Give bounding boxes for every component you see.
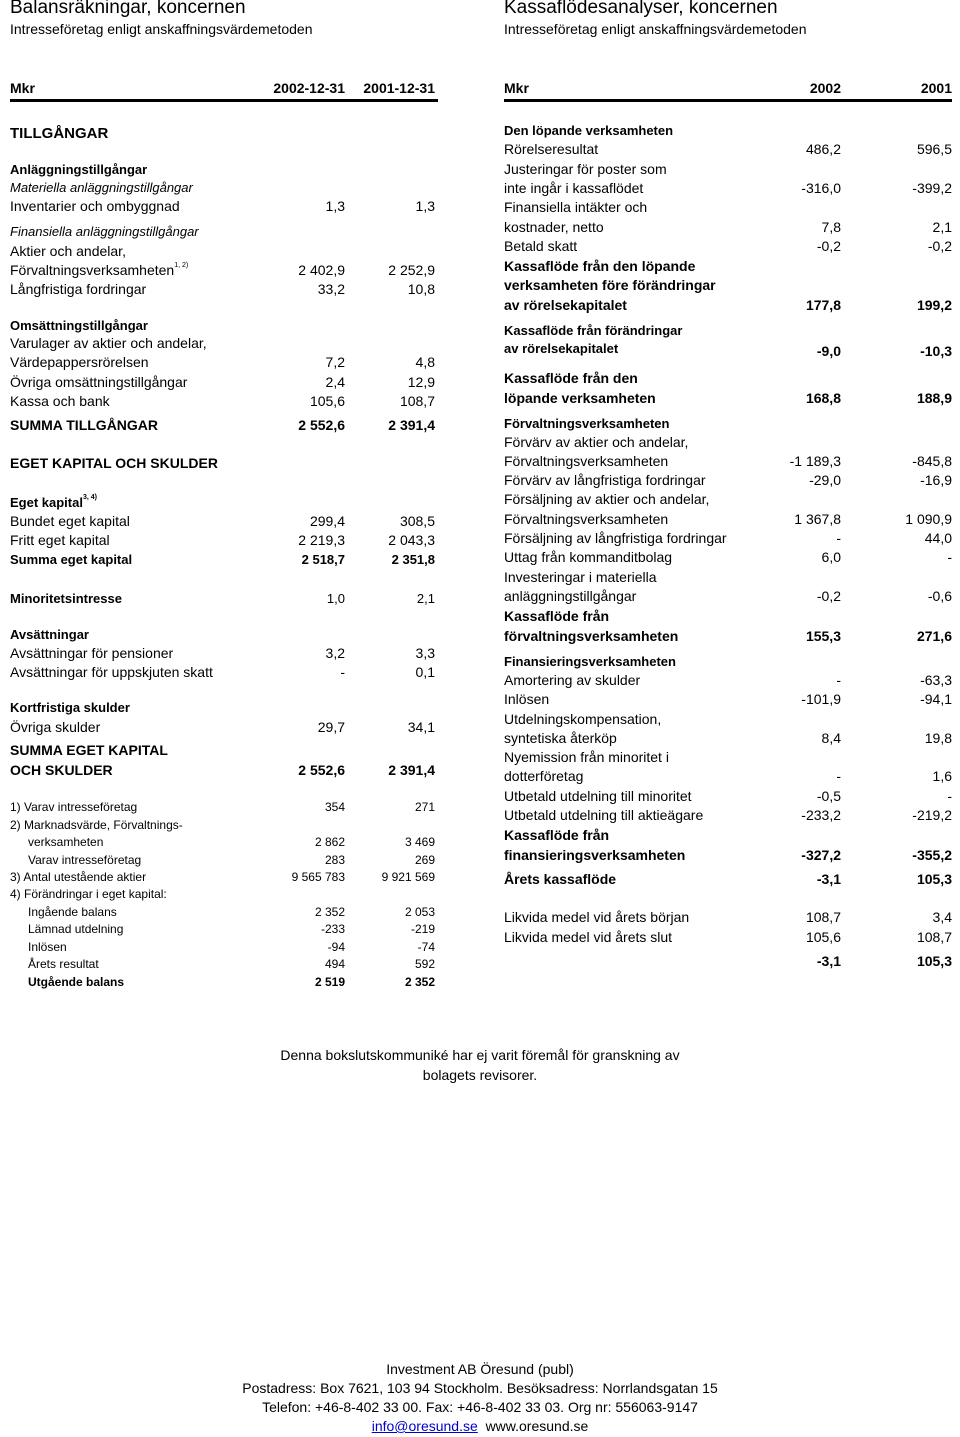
table-row: -3,1 105,3: [816, 953, 952, 969]
footnote-row: Varav intresseföretag 283 269: [28, 853, 435, 867]
table-row: Avsättningar: [10, 627, 89, 642]
cash-flow-title: Kassaflödesanalyser, koncernen: [504, 0, 778, 18]
footer-address: Postadress: Box 7621, 103 94 Stockholm. Besöksadress: Norrlandsgatan 15: [242, 1380, 718, 1396]
table-row: Försäljning av aktier och andelar,: [504, 491, 710, 507]
cash-flow-header-rule: [504, 99, 952, 102]
table-row: Minoritetsintresse 1,0 2,1: [10, 591, 435, 606]
table-row: Den löpande verksamheten: [504, 123, 674, 138]
table-row: av rörelsekapitalet 177,8 199,2: [504, 297, 952, 313]
table-row: Uttag från kommanditbolag 6,0 -: [504, 549, 952, 565]
table-row: Förvärv av långfristiga fordringar -29,0 -16,9: [504, 472, 952, 488]
table-row: anläggningstillgångar -0,2 -0,6: [504, 588, 952, 604]
footnote-row: Lämnad utdelning -233 -219: [28, 922, 435, 936]
cash-flow-header-label: Mkr: [504, 80, 529, 96]
table-row: Övriga skulder 29,7 34,1: [10, 719, 435, 735]
table-row: Kassaflöde från förändringar: [504, 323, 683, 338]
footnote-row: Årets resultat 494 592: [28, 957, 435, 971]
table-row: Aktier och andelar,: [10, 243, 126, 259]
table-row: TILLGÅNGAR: [10, 125, 109, 142]
table-row: kostnader, netto 7,8 2,1: [504, 219, 952, 235]
table-row: Summa eget kapital 2 518,7 2 351,8: [10, 552, 435, 567]
table-row: Amortering av skulder - -63,3: [504, 672, 952, 688]
table-row: Likvida medel vid årets början 108,7 3,4: [504, 909, 952, 925]
table-row: Inlösen -101,9 -94,1: [504, 691, 952, 707]
table-row: Finansieringsverksamheten: [504, 654, 676, 669]
website-link[interactable]: www.oresund.se: [485, 1418, 589, 1434]
table-row: Förvärv av aktier och andelar,: [504, 434, 689, 450]
footnote-row: Utgående balans 2 519 2 352: [28, 975, 435, 989]
table-row: Kortfristiga skulder: [10, 700, 130, 715]
footnote-row: 3) Antal utestående aktier 9 565 783 9 921 569: [10, 870, 435, 884]
table-row: finansieringsverksamheten -327,2 -355,2: [504, 847, 952, 863]
table-row: Nyemission från minoritet i: [504, 749, 669, 765]
balance-header-col1: 2002-12-31: [273, 80, 345, 96]
table-row: -9,0 -10,3: [816, 343, 952, 359]
cash-flow-header-col1: 2002: [809, 80, 841, 96]
cash-flow-header-col2: 2001: [920, 80, 952, 96]
table-row: Avsättningar för pensioner 3,2 3,3: [10, 645, 435, 661]
footer-company: Investment AB Öresund (publ): [386, 1361, 574, 1377]
table-row: Materiella anläggningstillgångar: [10, 180, 193, 195]
table-row: SUMMA TILLGÅNGAR 2 552,6 2 391,4: [10, 417, 435, 433]
email-link[interactable]: info@oresund.se: [371, 1418, 478, 1434]
footnote-row: 4) Förändringar i eget kapital:: [10, 887, 167, 901]
table-row: Betald skatt -0,2 -0,2: [504, 238, 952, 254]
table-row: Eget kapital$^{3, 4)}$: [10, 494, 97, 510]
table-row: EGET KAPITAL OCH SKULDER: [10, 455, 218, 471]
table-row: av rörelsekapitalet: [504, 341, 619, 356]
table-row: syntetiska återköp 8,4 19,8: [504, 730, 952, 746]
table-row: Fritt eget kapital 2 219,3 2 043,3: [10, 532, 435, 548]
footnote-row: Ingående balans 2 352 2 053: [28, 905, 435, 919]
balance-sheet-subtitle: Intresseföretag enligt anskaffningsvärdemetoden: [10, 21, 313, 37]
table-row: Avsättningar för uppskjuten skatt - 0,1: [10, 664, 435, 680]
table-row: Kassa och bank 105,6 108,7: [10, 393, 435, 409]
footer-links: [0, 1418, 960, 1434]
balance-header-label: Mkr: [10, 80, 35, 96]
table-row: Långfristiga fordringar 33,2 10,8: [10, 281, 435, 297]
table-row: Bundet eget kapital 299,4 308,5: [10, 513, 435, 529]
table-row: verksamheten före förändringar: [504, 277, 716, 293]
table-row: Justeringar för poster som: [504, 161, 667, 177]
table-row: Utdelningskompensation,: [504, 711, 662, 727]
table-row: Finansiella intäkter och: [504, 199, 648, 215]
table-row: Utbetald utdelning till aktieägare -233,2 -219,2: [504, 807, 952, 823]
table-row: Förvaltningsverksamheten 1 367,8 1 090,9: [504, 511, 952, 527]
table-row: Varulager av aktier och andelar,: [10, 335, 207, 351]
table-row: Omsättningstillgångar: [10, 318, 148, 333]
cash-flow-subtitle: Intresseföretag enligt anskaffningsvärdemetoden: [504, 21, 807, 37]
table-row: Förvaltningsverksamheten -1 189,3 -845,8: [504, 453, 952, 469]
table-row: Kassaflöde från: [504, 827, 610, 843]
footnote-row: Inlösen -94 -74: [28, 940, 435, 954]
table-row: Rörelseresultat 486,2 596,5: [504, 141, 952, 157]
table-row: OCH SKULDER 2 552,6 2 391,4: [10, 762, 435, 778]
footnote-row: 1) Varav intresseföretag 354 271: [10, 800, 435, 814]
table-row: Kassaflöde från den: [504, 370, 638, 386]
table-row: Utbetald utdelning till minoritet -0,5 -: [504, 788, 952, 804]
table-row: Värdepappersrörelsen 7,2 4,8: [10, 354, 435, 370]
table-row: Kassaflöde från den löpande: [504, 258, 696, 274]
table-row: Likvida medel vid årets slut 105,6 108,7: [504, 929, 952, 945]
table-row: inte ingår i kassaflödet -316,0 -399,2: [504, 180, 952, 196]
table-row: Övriga omsättningstillgångar 2,4 12,9: [10, 374, 435, 390]
table-row: Försäljning av långfristiga fordringar - 44,0: [504, 530, 952, 546]
review-note-line-1: Denna bokslutskommuniké har ej varit föremål för granskning av: [280, 1047, 680, 1063]
table-row: Finansiella anläggningstillgångar: [10, 224, 199, 239]
table-row: SUMMA EGET KAPITAL: [10, 742, 168, 758]
table-row: Förvaltningsverksamheten$^{1, 2)}$ 2 402,9 2 252,9: [10, 262, 435, 278]
balance-header-rule: [10, 99, 438, 102]
table-row: dotterföretag - 1,6: [504, 768, 952, 784]
table-row: Inventarier och ombyggnad 1,3 1,3: [10, 198, 435, 214]
footer-contact: Telefon: +46-8-402 33 00. Fax: +46-8-402 33 03. Org nr: 556063-9147: [262, 1399, 698, 1415]
footnote-row: verksamheten 2 862 3 469: [28, 835, 435, 849]
table-row: Förvaltningsverksamheten: [504, 416, 670, 431]
table-row: Anläggningstillgångar: [10, 162, 148, 177]
review-note-line-2: bolagets revisorer.: [422, 1067, 538, 1083]
table-row: Kassaflöde från: [504, 608, 610, 624]
table-row: Investeringar i materiella: [504, 569, 657, 585]
balance-header-col2: 2001-12-31: [363, 80, 435, 96]
table-row: löpande verksamheten 168,8 188,9: [504, 390, 952, 406]
balance-sheet-title: Balansräkningar, koncernen: [10, 0, 246, 18]
footnote-row: 2) Marknadsvärde, Förvaltnings-: [10, 818, 183, 832]
table-row: Årets kassaflöde -3,1 105,3: [504, 871, 952, 887]
table-row: förvaltningsverksamheten 155,3 271,6: [504, 628, 952, 644]
